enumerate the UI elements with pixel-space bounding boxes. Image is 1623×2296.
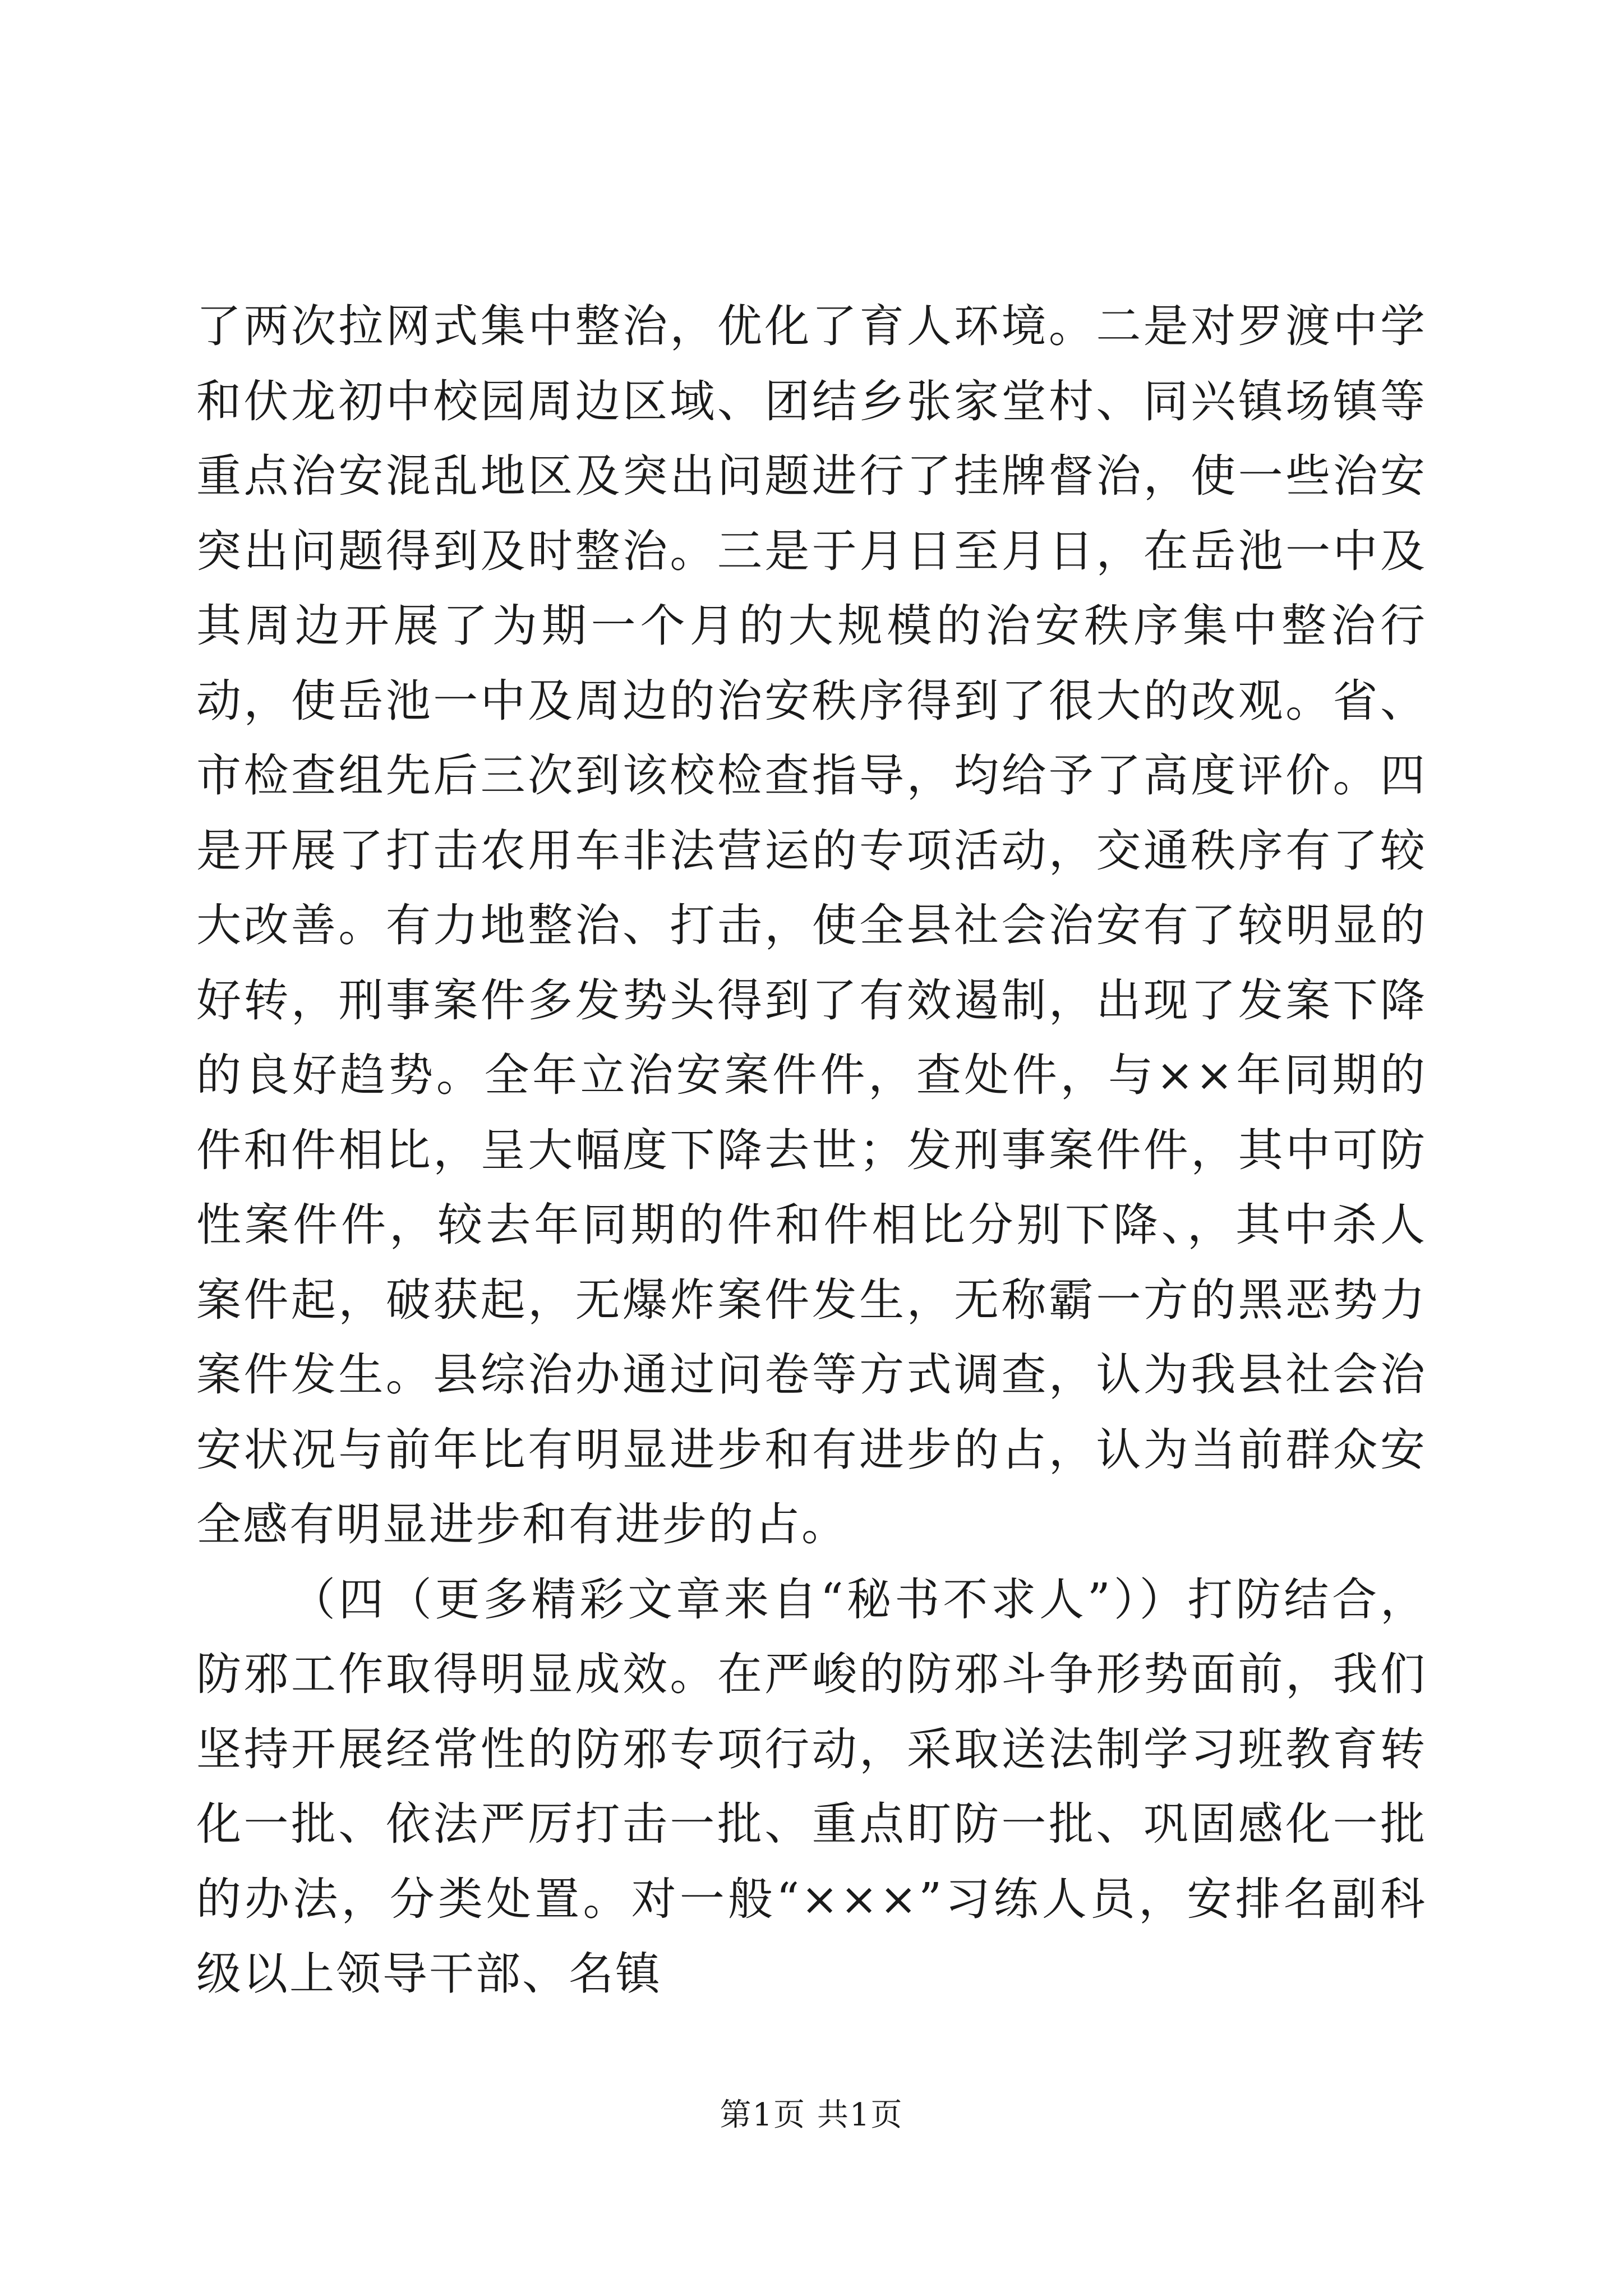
- document-body: [196, 289, 1427, 2012]
- paragraph-2: （四（更多精彩文章来自“秘书不求人”））打防结合，防邪工作取得明显成效。在严峻的防邪斗争形势面前，我们坚持开展经常性的防邪专项行动，采取送法制学习班教育转化一批、依法严厉打击一批、重点盯防一批、巩固感化一批的办法，分类处置。对一般“×××”习练人员，安排名副科级以上领导干部、名镇: [196, 1573, 1427, 2000]
- page-footer: 第1页 共1页: [720, 2097, 903, 2133]
- paragraph-1: 了两次拉网式集中整治，优化了育人环境。二是对罗渡中学和伏龙初中校园周边区域、团结乡张家堂村、同兴镇场镇等重点治安混乱地区及突出问题进行了挂牌督治，使一些治安突出问题得到及时整治。三是于月日至月日，在岳池一中及其周边开展了为期一个月的大规模的治安秩序集中整治行动，使岳池一中及周边的治安秩序得到了很大的改观。省、市检查组先后三次到该校检查指导，均给予了高度评价。四是开展了打击农用车非法营运的专项活动，交通秩序有了较大改善。有力地整治、打击，使全县社会治安有了较明显的好转，刑事案件多发势头得到了有效遏制，出现了发案下降的良好趋势。全年立治安案件件，查处件，与××年同期的件和件相比，呈大幅度下降去世；发刑事案件件，其中可防性案件件，较去年同期的件和件相比分别下降、，其中杀人案件起，破获起，无爆炸案件发生，无称霸一方的黑恶势力案件发生。县综治办通过问卷等方式调查，认为我县社会治安状况与前年比有明显进步和有进步的占，认为当前群众安全感有明显进步和有进步的占。: [196, 300, 1427, 1550]
